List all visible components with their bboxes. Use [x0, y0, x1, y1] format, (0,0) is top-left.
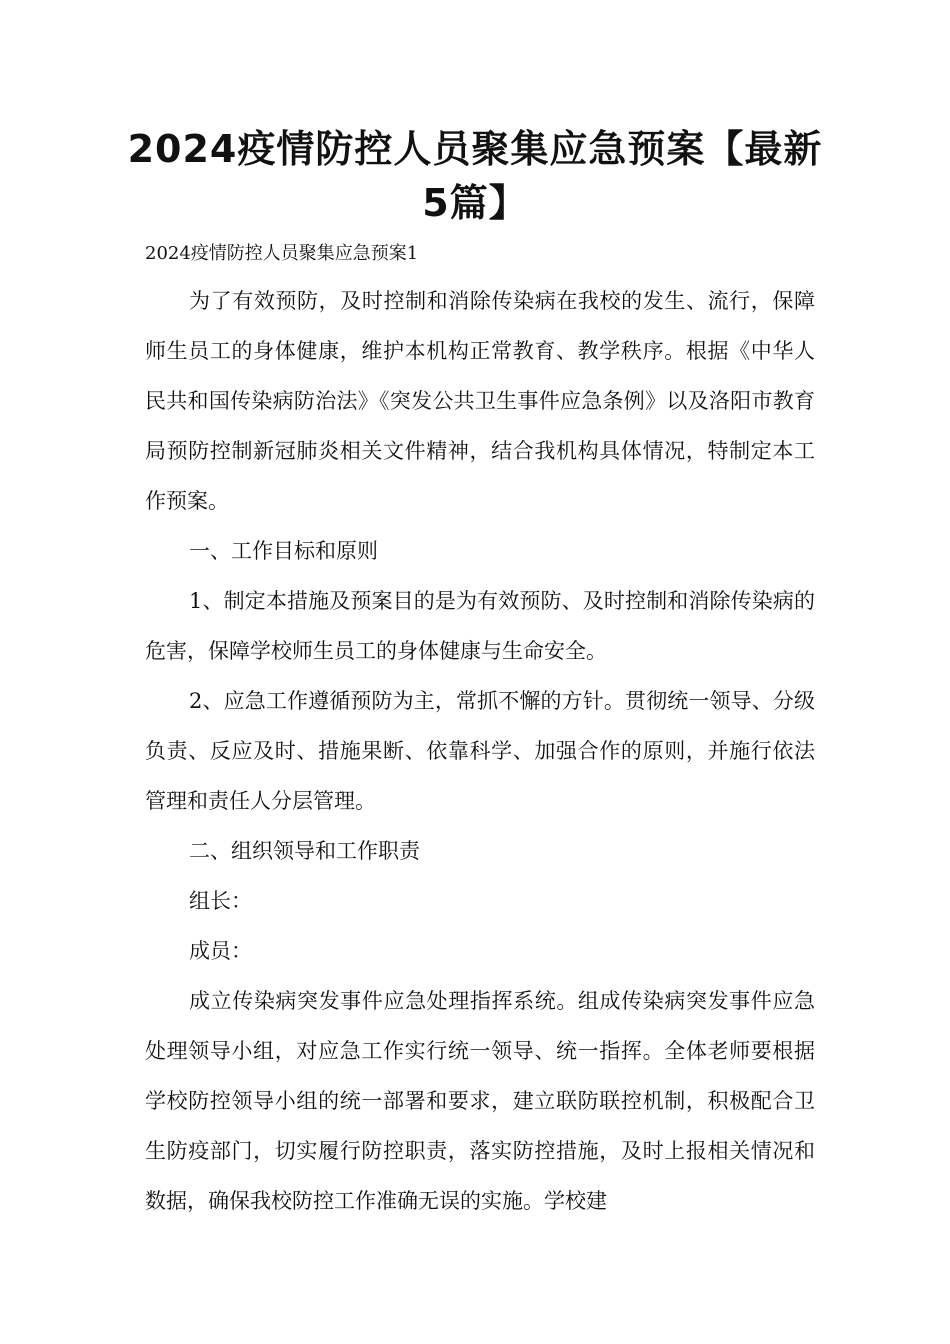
- heading-organization: 二、组织领导和工作职责: [189, 839, 420, 863]
- paragraph-members: 成员：: [189, 939, 252, 963]
- paragraph-item-2: 2、应急工作遵循预防为主，常抓不懈的方针。贯彻统一领导、分级负责、反应及时、措施果断、依靠科学、加强合作的原则，并施行依法管理和责任人分层管理。: [145, 689, 815, 813]
- paragraph-intro: 为了有效预防，及时控制和消除传染病在我校的发生、流行，保障师生员工的身体健康，维护本机构正常教育、教学秩序。根据《中华人民共和国传染病防治法》《突发公共卫生事件应急条例》以及洛阳市教育局预防控制新冠肺炎相关文件精神，结合我机构具体情况，特制定本工作预案。: [145, 289, 815, 513]
- section-subtitle: 2024疫情防控人员聚集应急预案1: [145, 243, 419, 264]
- paragraph-leader: 组长：: [189, 889, 252, 913]
- document-title: 2024疫情防控人员聚集应急预案【最新5篇】: [127, 127, 823, 225]
- paragraph-item-1: 1、制定本措施及预案目的是为有效预防、及时控制和消除传染病的危害，保障学校师生员工的身体健康与生命安全。: [145, 589, 815, 663]
- heading-goals-principles: 一、工作目标和原则: [189, 539, 378, 563]
- paragraph-command-system: 成立传染病突发事件应急处理指挥系统。组成传染病突发事件应急处理领导小组，对应急工作实行统一领导、统一指挥。全体老师要根据学校防控领导小组的统一部署和要求，建立联防联控机制，积极配合卫生防疫部门，切实履行防控职责，落实防控措施，及时上报相关情况和数据，确保我校防控工作准确无误的实施。学校建: [145, 989, 815, 1213]
